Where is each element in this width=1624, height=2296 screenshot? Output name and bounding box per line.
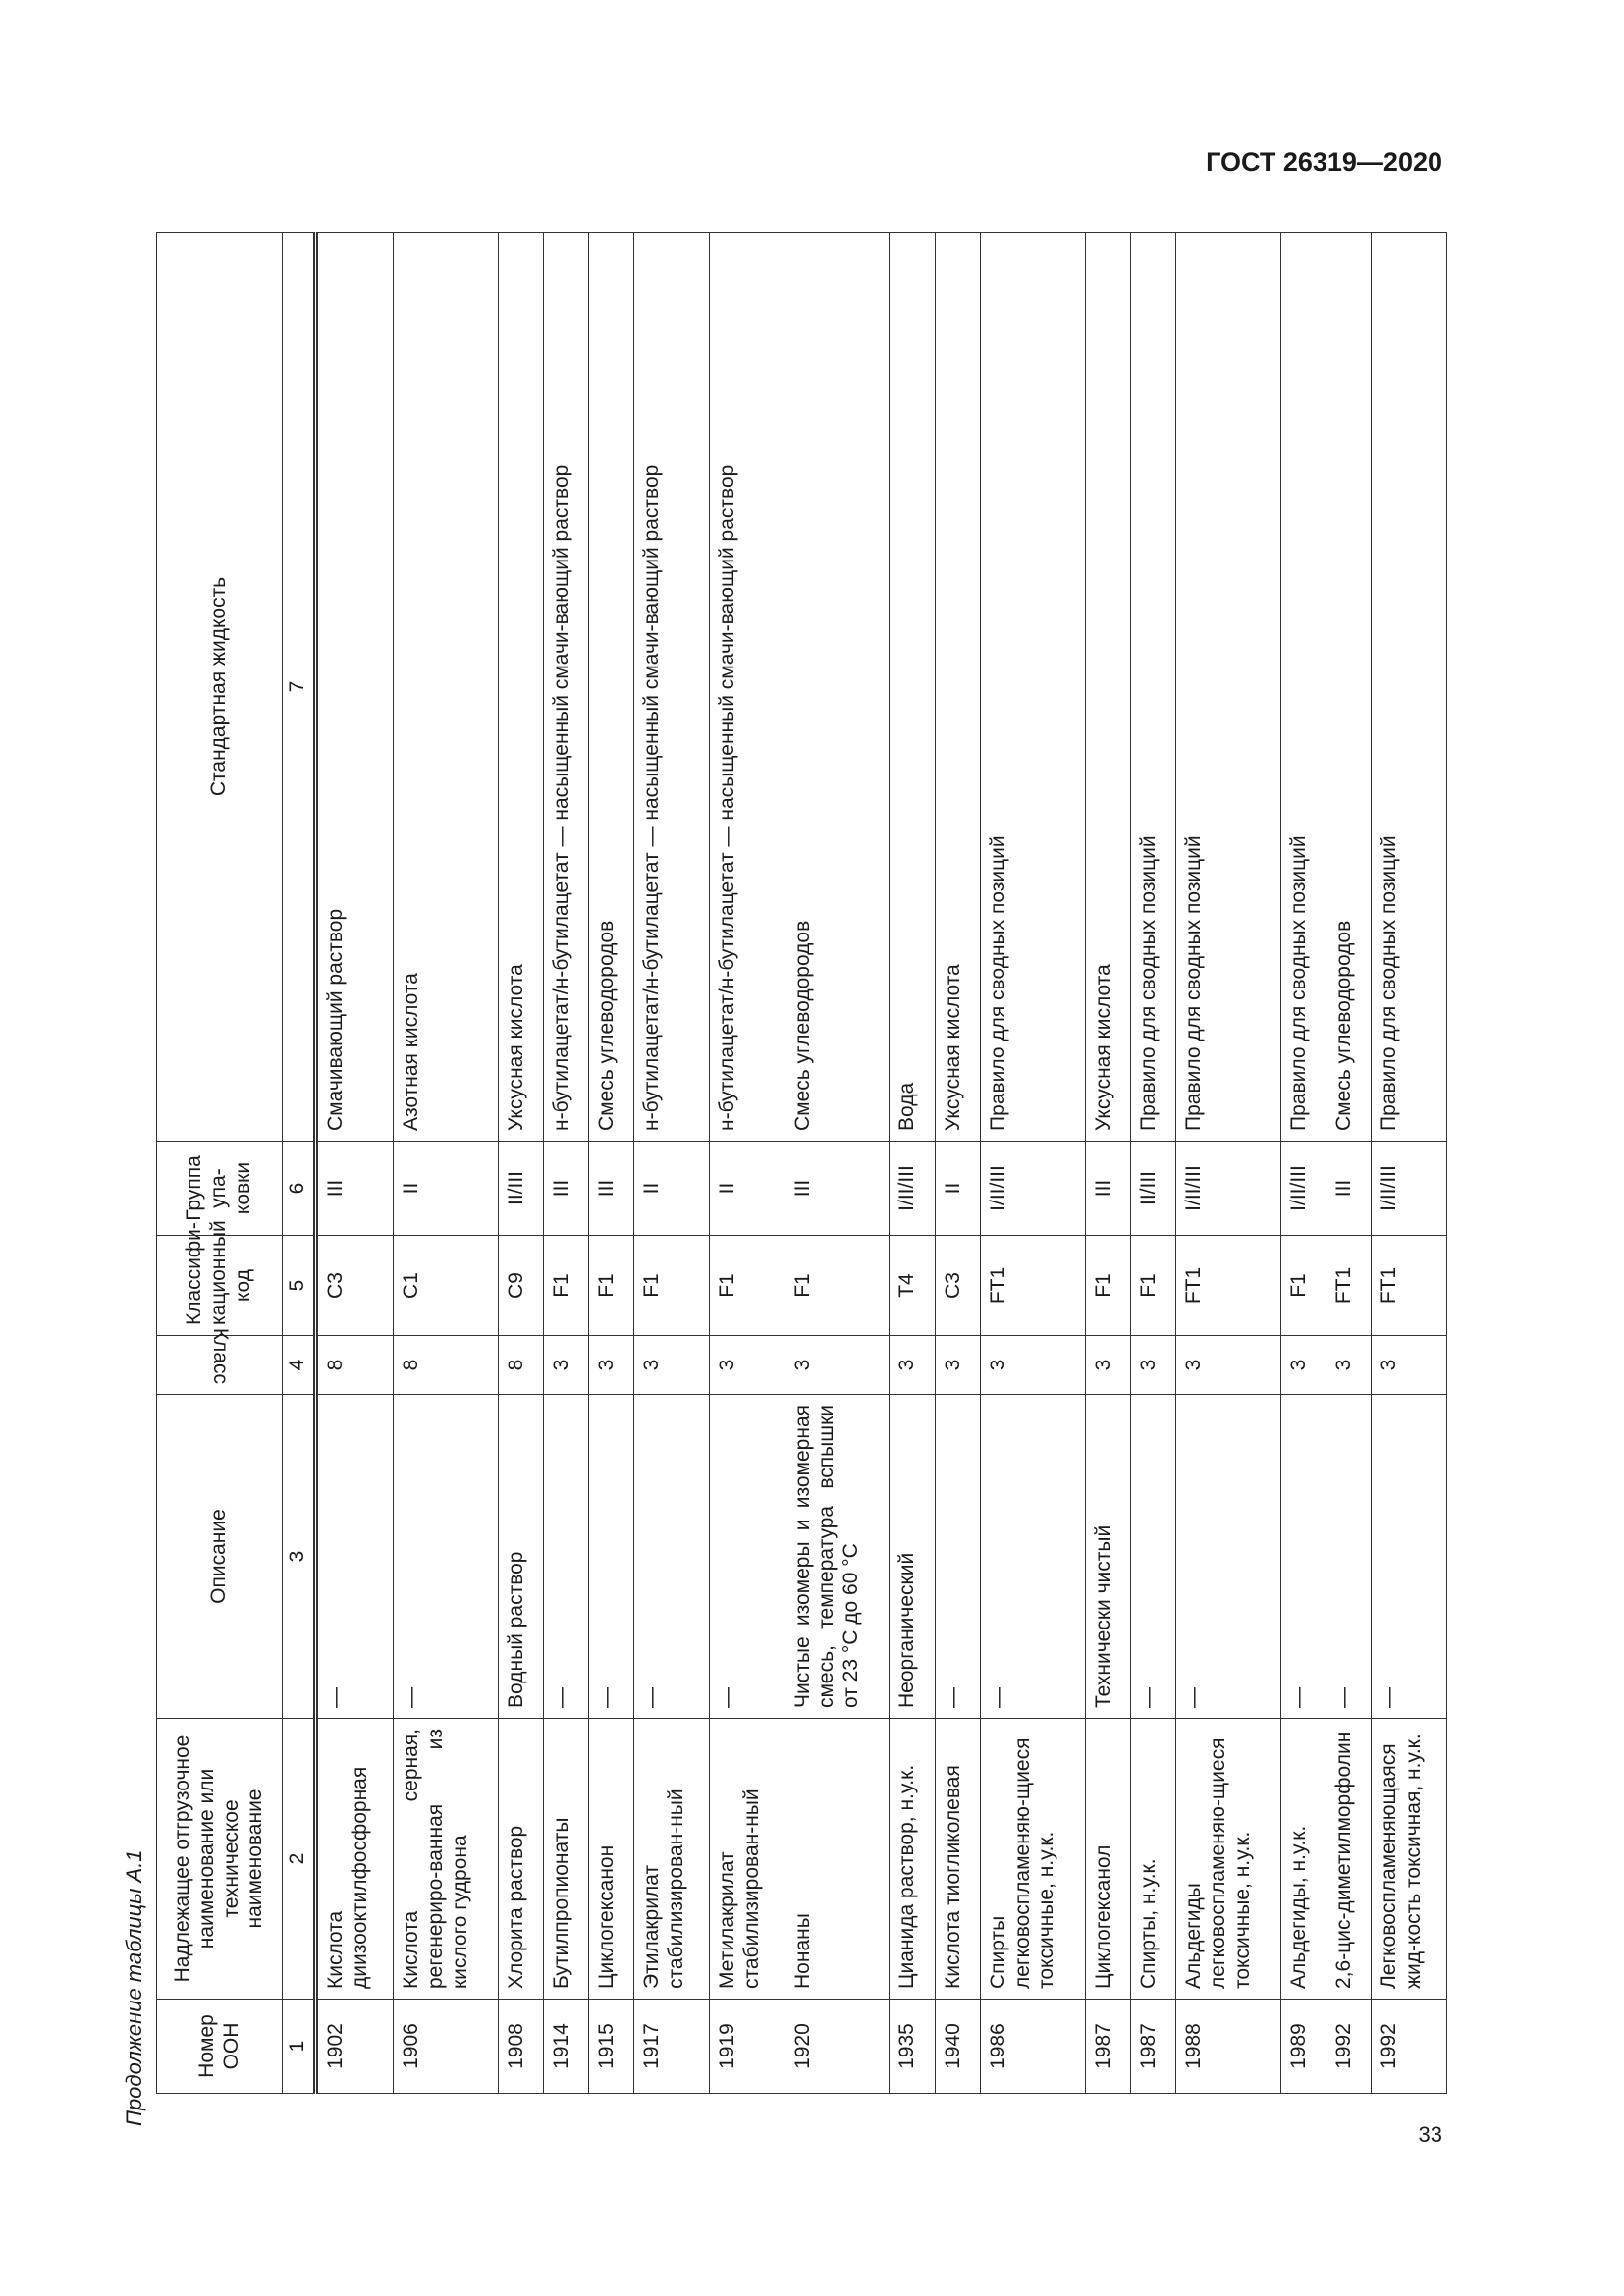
cell-shipping-name: Цианида раствор, н.у.к. <box>890 1719 935 2000</box>
cell-class: 8 <box>316 1336 394 1395</box>
cell-un-number: 1986 <box>980 2000 1085 2094</box>
cell-class: 3 <box>1130 1336 1175 1395</box>
cell-class: 3 <box>1085 1336 1130 1395</box>
cell-packing-group: III <box>785 1142 890 1236</box>
cell-un-number: 1988 <box>1176 2000 1281 2094</box>
cell-standard-liquid: Правило для сводных позиций <box>1372 233 1447 1142</box>
cell-description: Технически чистый <box>1085 1395 1130 1719</box>
cell-classification-code: FT1 <box>1372 1236 1447 1336</box>
header-un-number: Номер ООН <box>157 2000 283 2094</box>
cell-standard-liquid: Правило для сводных позиций <box>980 233 1085 1142</box>
cell-class: 3 <box>710 1336 785 1395</box>
column-number: 4 <box>283 1336 316 1395</box>
cell-packing-group: I/II/III <box>1176 1142 1281 1236</box>
column-number: 1 <box>283 2000 316 2094</box>
cell-standard-liquid: Правило для сводных позиций <box>1280 233 1326 1142</box>
table-row <box>1085 233 1130 2094</box>
cell-shipping-name: Спирты легковоспламеняю-щиеся токсичные, н.у.к. <box>980 1719 1085 2000</box>
cell-packing-group: I/II/III <box>980 1142 1085 1236</box>
cell-class: 3 <box>1326 1336 1372 1395</box>
header-shipping-name: Надлежащее отгрузочное наименование или техническое наименование <box>157 1719 283 2000</box>
cell-un-number: 1992 <box>1372 2000 1447 2094</box>
cell-un-number: 1917 <box>634 2000 710 2094</box>
cell-classification-code: F1 <box>1085 1236 1130 1336</box>
cell-classification-code: FT1 <box>1326 1236 1372 1336</box>
cell-classification-code: C9 <box>498 1236 543 1336</box>
cell-description: — <box>1130 1395 1175 1719</box>
cell-classification-code: F1 <box>544 1236 589 1336</box>
cell-classification-code: C3 <box>316 1236 394 1336</box>
header-row <box>157 233 283 2094</box>
cell-standard-liquid: Смесь углеводородов <box>785 233 890 1142</box>
header-standard-liquid: Стандартная жидкость <box>157 233 283 1142</box>
cell-classification-code: C3 <box>935 1236 980 1336</box>
cell-un-number: 1987 <box>1130 2000 1175 2094</box>
column-number: 6 <box>283 1142 316 1236</box>
header-packing-group: Группа упа-ковки <box>157 1142 283 1236</box>
cell-un-number: 1902 <box>316 2000 394 2094</box>
page-number: 33 <box>1418 2122 1442 2147</box>
table-row <box>316 233 394 2094</box>
cell-packing-group: I/II/III <box>1280 1142 1326 1236</box>
cell-packing-group: III <box>589 1142 634 1236</box>
cell-packing-group: II/III <box>1130 1142 1175 1236</box>
cell-shipping-name: Кислота серная, регенериро-ванная из кислого гудрона <box>393 1719 498 2000</box>
table-row <box>1280 233 1326 2094</box>
cell-un-number: 1919 <box>710 2000 785 2094</box>
cell-un-number: 1935 <box>890 2000 935 2094</box>
cell-class: 3 <box>980 1336 1085 1395</box>
cell-standard-liquid: Смесь углеводородов <box>589 233 634 1142</box>
cell-standard-liquid: Азотная кислота <box>393 233 498 1142</box>
column-number: 7 <box>283 233 316 1142</box>
cell-shipping-name: Кислота диизооктилфосфорная <box>316 1719 394 2000</box>
cell-un-number: 1915 <box>589 2000 634 2094</box>
cell-class: 3 <box>1280 1336 1326 1395</box>
cell-standard-liquid: Правило для сводных позиций <box>1176 233 1281 1142</box>
cell-shipping-name: Кислота тиогликолевая <box>935 1719 980 2000</box>
cell-standard-liquid: н-бутилацетат/н-бутилацетат — насыщенный смачи-вающий раствор <box>544 233 589 1142</box>
table-row <box>1176 233 1281 2094</box>
cell-classification-code: T4 <box>890 1236 935 1336</box>
cell-description: Чистые изомеры и изомерная смесь, температура вспышки от 23 °C до 60 °C <box>785 1395 890 1719</box>
cell-classification-code: F1 <box>785 1236 890 1336</box>
cell-class: 3 <box>1176 1336 1281 1395</box>
table-row <box>785 233 890 2094</box>
table-row <box>393 233 498 2094</box>
cell-description: — <box>634 1395 710 1719</box>
column-number: 5 <box>283 1236 316 1336</box>
table-row <box>1372 233 1447 2094</box>
table-row <box>498 233 543 2094</box>
cell-packing-group: II <box>710 1142 785 1236</box>
cell-shipping-name: Хлорита раствор <box>498 1719 543 2000</box>
rotated-table-container <box>156 233 1447 2094</box>
cell-un-number: 1989 <box>1280 2000 1326 2094</box>
table-row <box>1326 233 1372 2094</box>
cell-classification-code: FT1 <box>1176 1236 1281 1336</box>
cell-shipping-name: Бутилпропионаты <box>544 1719 589 2000</box>
cell-shipping-name: Циклогексанон <box>589 1719 634 2000</box>
column-number: 2 <box>283 1719 316 2000</box>
cell-packing-group: II <box>393 1142 498 1236</box>
cell-description: — <box>544 1395 589 1719</box>
cell-class: 3 <box>544 1336 589 1395</box>
cell-description: — <box>980 1395 1085 1719</box>
cell-un-number: 1987 <box>1085 2000 1130 2094</box>
cell-description: Водный раствор <box>498 1395 543 1719</box>
table-row <box>1130 233 1175 2094</box>
table-body <box>316 233 1447 2094</box>
cell-standard-liquid: Правило для сводных позиций <box>1130 233 1175 1142</box>
cell-shipping-name: Легковоспламеняющаяся жид-кость токсичная, н.у.к. <box>1372 1719 1447 2000</box>
cell-standard-liquid: Уксусная кислота <box>498 233 543 1142</box>
cell-class: 3 <box>785 1336 890 1395</box>
cell-packing-group: II <box>935 1142 980 1236</box>
cell-standard-liquid: н-бутилацетат/н-бутилацетат — насыщенный смачи-вающий раствор <box>710 233 785 1142</box>
cell-classification-code: F1 <box>589 1236 634 1336</box>
table-row <box>935 233 980 2094</box>
standard-designation: ГОСТ 26319—2020 <box>1206 147 1442 177</box>
cell-un-number: 1914 <box>544 2000 589 2094</box>
cell-classification-code: F1 <box>634 1236 710 1336</box>
cell-shipping-name: Этилакрилат стабилизирован-ный <box>634 1719 710 2000</box>
cell-class: 8 <box>393 1336 498 1395</box>
cell-packing-group: II <box>634 1142 710 1236</box>
cell-class: 3 <box>935 1336 980 1395</box>
cell-shipping-name: Альдегиды, н.у.к. <box>1280 1719 1326 2000</box>
cell-classification-code: F1 <box>710 1236 785 1336</box>
cell-class: 8 <box>498 1336 543 1395</box>
cell-un-number: 1992 <box>1326 2000 1372 2094</box>
cell-classification-code: FT1 <box>980 1236 1085 1336</box>
cell-classification-code: C1 <box>393 1236 498 1336</box>
cell-standard-liquid: Смачивающий раствор <box>316 233 394 1142</box>
table-row <box>544 233 589 2094</box>
cell-description: — <box>935 1395 980 1719</box>
cell-description: — <box>589 1395 634 1719</box>
column-number-row <box>283 233 316 2094</box>
cell-packing-group: III <box>1085 1142 1130 1236</box>
cell-description: — <box>710 1395 785 1719</box>
cell-packing-group: III <box>316 1142 394 1236</box>
cell-description: Неорганический <box>890 1395 935 1719</box>
cell-shipping-name: Альдегиды легковоспламеняю-щиеся токсичные, н.у.к. <box>1176 1719 1281 2000</box>
cell-un-number: 1940 <box>935 2000 980 2094</box>
cell-class: 3 <box>634 1336 710 1395</box>
cell-description: — <box>316 1395 394 1719</box>
cell-packing-group: I/II/III <box>1372 1142 1447 1236</box>
cell-packing-group: III <box>1326 1142 1372 1236</box>
cell-shipping-name: Метилакрилат стабилизирован-ный <box>710 1719 785 2000</box>
cell-standard-liquid: Вода <box>890 233 935 1142</box>
cell-description: — <box>1372 1395 1447 1719</box>
table-caption: Продолжение таблицы А.1 <box>122 1849 146 2126</box>
header-classification-code: Классифи-кационный код <box>157 1236 283 1336</box>
cell-packing-group: III <box>544 1142 589 1236</box>
table-row <box>980 233 1085 2094</box>
cell-standard-liquid: н-бутилацетат/н-бутилацетат — насыщенный смачи-вающий раствор <box>634 233 710 1142</box>
table-row <box>589 233 634 2094</box>
cell-description: — <box>1176 1395 1281 1719</box>
column-number: 3 <box>283 1395 316 1719</box>
cell-packing-group: II/III <box>498 1142 543 1236</box>
header-description: Описание <box>157 1395 283 1719</box>
cell-packing-group: I/II/III <box>890 1142 935 1236</box>
header-class <box>157 1327 283 1395</box>
cell-class: 3 <box>589 1336 634 1395</box>
substances-table <box>156 232 1447 2094</box>
cell-description: — <box>393 1395 498 1719</box>
cell-un-number: 1906 <box>393 2000 498 2094</box>
cell-standard-liquid: Уксусная кислота <box>1085 233 1130 1142</box>
cell-classification-code: F1 <box>1130 1236 1175 1336</box>
cell-classification-code: F1 <box>1280 1236 1326 1336</box>
cell-description: — <box>1280 1395 1326 1719</box>
cell-standard-liquid: Смесь углеводородов <box>1326 233 1372 1142</box>
cell-shipping-name: Спирты, н.у.к. <box>1130 1719 1175 2000</box>
table-row <box>890 233 935 2094</box>
cell-class: 3 <box>1372 1336 1447 1395</box>
cell-shipping-name: 2,6-цис-диметилморфолин <box>1326 1719 1372 2000</box>
cell-class: 3 <box>890 1336 935 1395</box>
cell-description: — <box>1326 1395 1372 1719</box>
cell-un-number: 1920 <box>785 2000 890 2094</box>
table-row <box>710 233 785 2094</box>
table-row <box>634 233 710 2094</box>
cell-un-number: 1908 <box>498 2000 543 2094</box>
header-class-label: Класс <box>208 1327 232 1384</box>
cell-shipping-name: Циклогексанол <box>1085 1719 1130 2000</box>
cell-standard-liquid: Уксусная кислота <box>935 233 980 1142</box>
cell-shipping-name: Нонаны <box>785 1719 890 2000</box>
